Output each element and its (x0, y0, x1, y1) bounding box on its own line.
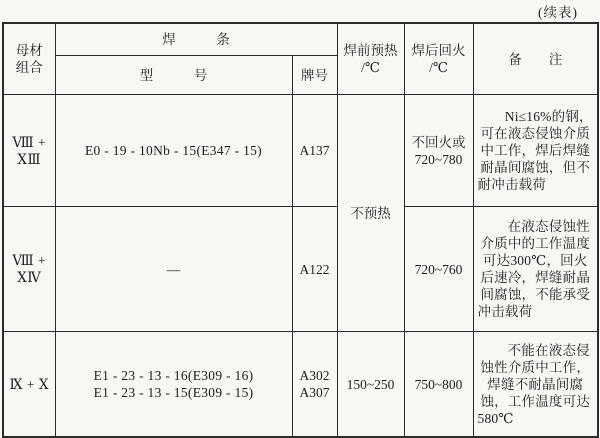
cell-brand-3-line1: A302 (299, 368, 330, 383)
header-material-combo (3, 23, 55, 95)
cell-material-3: Ⅸ + Ⅹ (3, 332, 55, 438)
cell-brand-3 (292, 332, 337, 438)
cell-model-3 (55, 332, 292, 438)
cell-brand-3-line2: A307 (299, 385, 330, 400)
header-brand: 牌号 (292, 56, 337, 95)
cell-material-1: Ⅷ + ⅩⅢ (3, 95, 55, 207)
cell-temper-3: 750~800 (404, 332, 473, 438)
cell-preheat-3: 150~250 (337, 332, 404, 438)
remark-1-text: Ni≤16%的钢，可在液态侵蚀介质中工作，焊后焊缝耐晶间腐蚀，但不耐冲击载荷 (477, 109, 593, 192)
table-row-3 (3, 332, 598, 438)
cell-temper-1-line1: 不回火或 (411, 134, 466, 150)
header-preheat-line1: 焊前预热 (343, 43, 398, 58)
header-row-top (3, 23, 598, 56)
header-preheat-line2: /℃ (361, 60, 380, 75)
cell-model-3-line1: E1 - 23 - 13 - 16(E309 - 16) (93, 368, 254, 383)
remark-3-text: 不能在液态侵蚀性介质中工作，焊缝不耐晶间腐蚀，工作温度可达580℃ (477, 342, 591, 426)
cell-temper-1-line2: 720~780 (414, 151, 463, 167)
header-temper-line1: 焊后回火 (411, 43, 466, 58)
remark-2-text: 在液态侵蚀性介质中的工作温度可达300℃，回火后速冷，焊缝耐晶间腐蚀，不能承受冲击载荷 (477, 219, 591, 319)
cell-model-3-line2: E1 - 23 - 13 - 15(E309 - 15) (93, 385, 254, 400)
cell-brand-2: A122 (292, 207, 337, 332)
cell-model-1: E0 - 19 - 10Nb - 15(E347 - 15) (55, 95, 292, 207)
header-material-line1: 母材 (15, 43, 43, 58)
header-remarks: 备 注 (473, 23, 598, 95)
cell-material-2: Ⅷ + ⅩⅣ (3, 207, 55, 332)
header-electrode: 焊 条 (55, 23, 337, 56)
cell-preheat-merged-1-2: 不预热 (337, 95, 404, 332)
cell-remark-3 (473, 332, 598, 438)
cell-remark-1 (473, 95, 598, 207)
cell-remark-2 (473, 207, 598, 332)
cell-temper-2: 720~760 (404, 207, 473, 332)
header-temper-line2: /℃ (429, 60, 448, 75)
cell-temper-1 (404, 95, 473, 207)
table-row-2 (3, 207, 598, 332)
header-material-line2: 组合 (15, 60, 43, 75)
continued-table-label: (续表) (538, 5, 578, 20)
cell-brand-1: A137 (292, 95, 337, 207)
header-preheat (337, 23, 404, 95)
header-model: 型 号 (55, 56, 292, 95)
cell-model-2: — (55, 207, 292, 332)
welding-electrode-table (2, 22, 599, 438)
header-temper (404, 23, 473, 95)
table-row-1 (3, 95, 598, 207)
